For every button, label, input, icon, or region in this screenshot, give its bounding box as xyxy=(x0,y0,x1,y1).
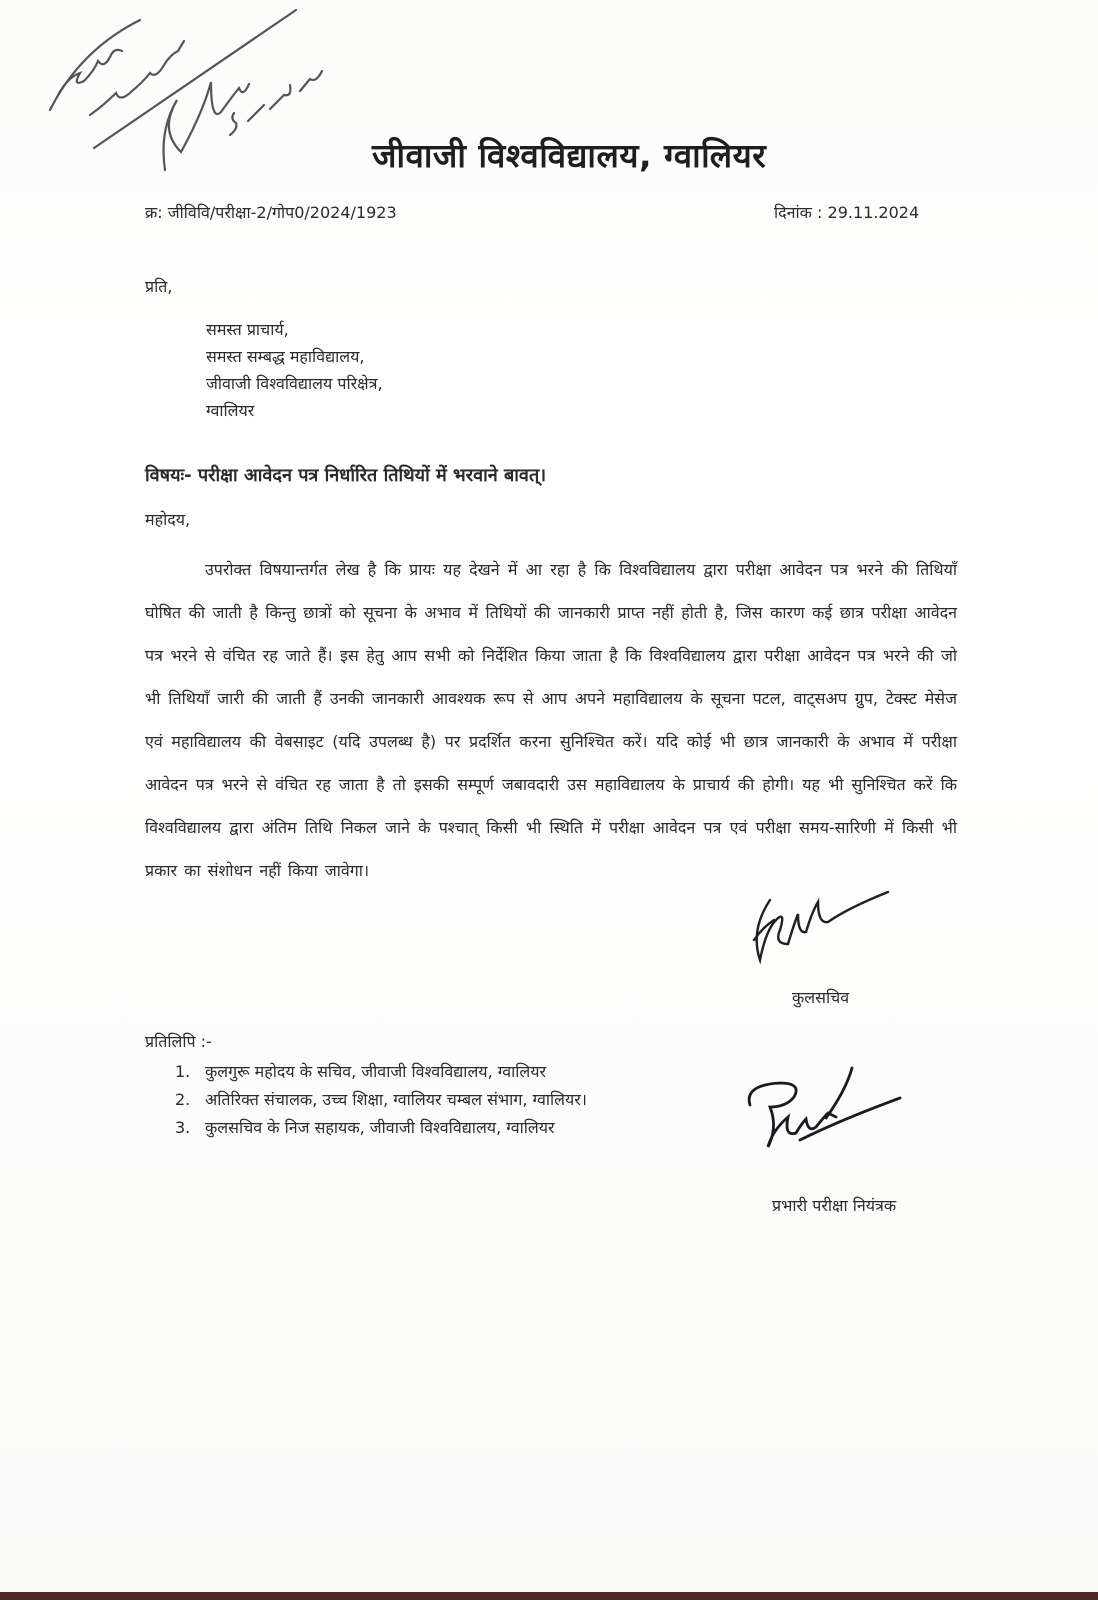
list-text: कुलगुरू महोदय के सचिव, जीवाजी विश्वविद्यालय, ग्वालियर xyxy=(205,1062,547,1081)
address-line: जीवाजी विश्वविद्यालय परिक्षेत्र, xyxy=(206,374,383,393)
list-number: 2. xyxy=(175,1090,191,1109)
registrar-label: कुलसचिव xyxy=(792,988,850,1007)
letter-date: दिनांक : 29.11.2024 xyxy=(774,203,920,222)
list-number: 3. xyxy=(175,1118,191,1137)
handwritten-annotation xyxy=(30,0,330,200)
address-line: समस्त सम्बद्ध महाविद्यालय, xyxy=(206,347,365,366)
list-item xyxy=(175,1114,587,1142)
subject-line xyxy=(145,463,546,487)
copy-list xyxy=(175,1058,587,1142)
university-title: जीवाजी विश्वविद्यालय, ग्वालियर xyxy=(372,136,767,175)
list-text: कुलसचिव के निज सहायक, जीवाजी विश्वविद्यालय, ग्वालियर xyxy=(205,1118,555,1137)
address-line: समस्त प्राचार्य, xyxy=(206,320,289,339)
letter-body: उपरोक्त विषयान्तर्गत लेख है कि प्रायः यह देखने में आ रहा है कि विश्वविद्यालय द्वारा परीक्षा आवेदन पत्र भरने की तिथियाँ घोषित की जाती है किन्तु छात्रों को सूचना के अभाव में तिथियों की जानकारी प्राप्त नहीं होती है, जिस कारण कई छात्र परीक्षा आवेदन पत्र भरने से वंचित रह जाते हैं। इस हेतु आप सभी को निर्देशित किया जाता है कि विश्वविद्यालय द्वारा परीक्षा आवेदन पत्र भरने की जो भी तिथियाँ जारी की जाती हैं उनकी जानकारी आवश्यक रूप से आप अपने महाविद्यालय के सूचना पटल, वाट्सअप ग्रुप, टेक्स्ट मेसेज एवं महाविद्यालय की वेबसाइट (यदि उपलब्ध है) पर प्रदर्शित करना सुनिश्चित करें। यदि कोई भी छात्र जानकारी के अभाव में परीक्षा आवेदन पत्र भरने से वंचित रह जाता है तो इसकी सम्पूर्ण जबावदारी उस महाविद्यालय के प्राचार्य की होगी। यह भी सुनिश्चित करें कि विश्वविद्यालय द्वारा अंतिम तिथि निकल जाने के पश्चात् किसी भी स्थिति में परीक्षा आवेदन पत्र एवं परीक्षा समय-सारिणी में किसी भी प्रकार का संशोधन नहीं किया जावेगा। xyxy=(145,560,957,880)
list-text: अतिरिक्त संचालक, उच्च शिक्षा, ग्वालियर चम्बल संभाग, ग्वालियर। xyxy=(205,1090,587,1109)
list-item xyxy=(175,1086,587,1114)
recipient-to: प्रति, xyxy=(145,277,173,296)
address-line: ग्वालियर xyxy=(206,401,255,420)
exam-controller-signature xyxy=(740,1060,910,1170)
list-item xyxy=(175,1058,587,1086)
page-edge-shadow xyxy=(0,1592,1098,1600)
subject-label: विषयः- xyxy=(145,465,192,486)
subject-text: परीक्षा आवेदन पत्र निर्धारित तिथियों में भरवाने बावत्। xyxy=(197,465,547,486)
exam-controller-label: प्रभारी परीक्षा नियंत्रक xyxy=(772,1196,897,1215)
registrar-signature xyxy=(740,890,890,970)
recipient-address xyxy=(206,316,383,424)
list-number: 1. xyxy=(175,1062,191,1081)
reference-number: क्र: जीविवि/परीक्षा-2/गोप0/2024/1923 xyxy=(145,203,397,222)
salutation: महोदय, xyxy=(145,510,191,529)
copy-heading: प्रतिलिपि :- xyxy=(145,1032,212,1051)
